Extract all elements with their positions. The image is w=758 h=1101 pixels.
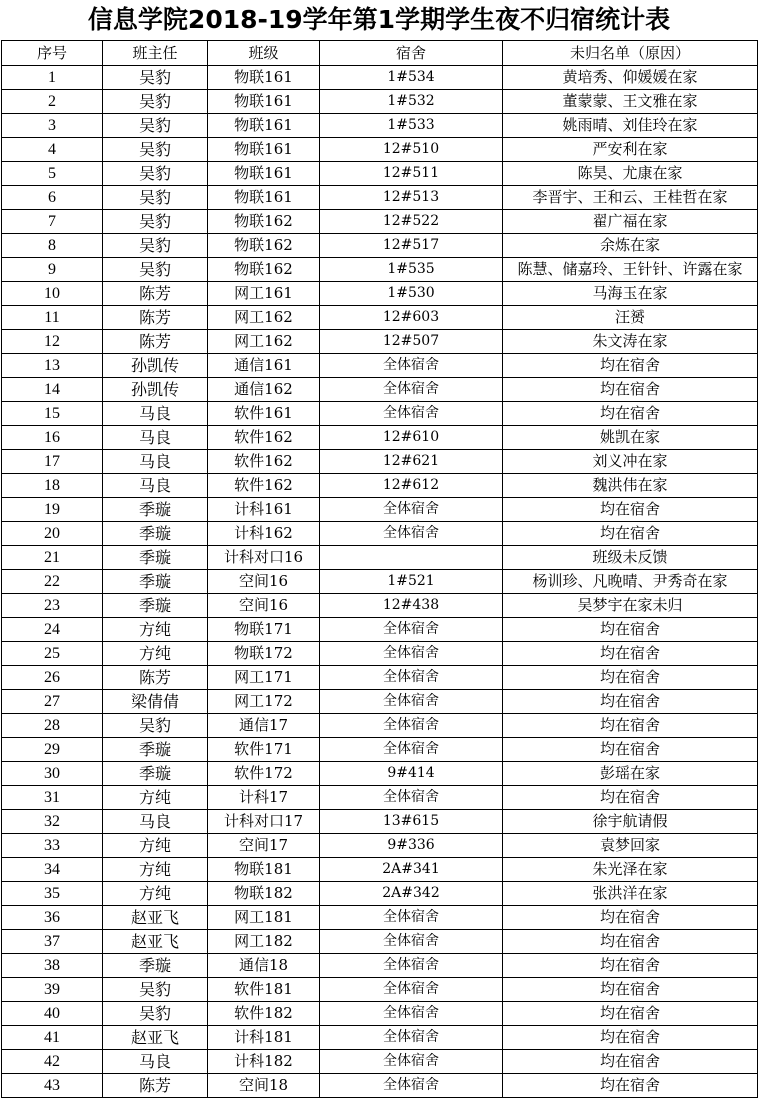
cell-absent-list: 余炼在家 [503,234,758,258]
cell-class: 软件162 [208,426,320,450]
cell-dorm [320,546,503,570]
cell-teacher: 季璇 [103,594,208,618]
cell-index: 15 [2,402,103,426]
cell-absent-list: 朱文涛在家 [503,330,758,354]
table-row [2,714,758,738]
cell-index: 36 [2,906,103,930]
cell-dorm: 12#603 [320,306,503,330]
cell-absent-list: 均在宿舍 [503,1050,758,1074]
cell-class: 计科182 [208,1050,320,1074]
cell-class: 网工162 [208,306,320,330]
table-row [2,906,758,930]
cell-teacher: 马良 [103,1050,208,1074]
cell-teacher: 季璇 [103,570,208,594]
cell-teacher: 陈芳 [103,1074,208,1098]
cell-absent-list: 陈昊、尤康在家 [503,162,758,186]
header-cell-teacher: 班主任 [103,41,208,66]
cell-absent-list: 班级未反馈 [503,546,758,570]
cell-index: 42 [2,1050,103,1074]
cell-class: 软件161 [208,402,320,426]
cell-teacher: 马良 [103,450,208,474]
table-row [2,810,758,834]
cell-absent-list: 吴梦宇在家未归 [503,594,758,618]
cell-dorm: 全体宿舍 [320,378,503,402]
sheet-title: 信息学院2018-19学年第1学期学生夜不归宿统计表 [87,5,671,34]
cell-teacher: 赵亚飞 [103,906,208,930]
cell-teacher: 季璇 [103,546,208,570]
cell-class: 计科对口17 [208,810,320,834]
table-row [2,594,758,618]
cell-index: 39 [2,978,103,1002]
table-row [2,402,758,426]
table-row [2,1074,758,1098]
cell-class: 通信161 [208,354,320,378]
cell-index: 2 [2,90,103,114]
cell-absent-list: 均在宿舍 [503,714,758,738]
cell-absent-list: 均在宿舍 [503,402,758,426]
cell-teacher: 吴豹 [103,1002,208,1026]
table-row [2,210,758,234]
table-row [2,66,758,90]
cell-index: 26 [2,666,103,690]
table-row [2,138,758,162]
cell-absent-list: 刘义冲在家 [503,450,758,474]
table-row [2,978,758,1002]
cell-class: 软件162 [208,474,320,498]
cell-index: 29 [2,738,103,762]
header-cell-absent-list: 未归名单（原因） [503,41,758,66]
cell-index: 8 [2,234,103,258]
cell-absent-list: 彭瑶在家 [503,762,758,786]
table-row [2,378,758,402]
table-row [2,546,758,570]
cell-teacher: 吴豹 [103,978,208,1002]
cell-index: 33 [2,834,103,858]
table-row [2,1002,758,1026]
cell-class: 物联162 [208,210,320,234]
cell-absent-list: 均在宿舍 [503,786,758,810]
cell-teacher: 方纯 [103,618,208,642]
cell-class: 软件181 [208,978,320,1002]
table-row [2,762,758,786]
cell-teacher: 陈芳 [103,282,208,306]
cell-dorm: 2A#342 [320,882,503,906]
table-row [2,666,758,690]
cell-teacher: 吴豹 [103,114,208,138]
cell-index: 4 [2,138,103,162]
cell-teacher: 吴豹 [103,714,208,738]
cell-index: 40 [2,1002,103,1026]
cell-teacher: 方纯 [103,642,208,666]
cell-index: 5 [2,162,103,186]
cell-dorm: 12#511 [320,162,503,186]
cell-teacher: 季璇 [103,762,208,786]
table-row [2,186,758,210]
table-row [2,786,758,810]
cell-index: 30 [2,762,103,786]
cell-class: 计科162 [208,522,320,546]
cell-index: 34 [2,858,103,882]
table-row [2,426,758,450]
header-cell-index: 序号 [2,41,103,66]
cell-index: 7 [2,210,103,234]
cell-teacher: 赵亚飞 [103,930,208,954]
table-header-row [2,41,758,66]
cell-class: 计科17 [208,786,320,810]
table-row [2,1026,758,1050]
cell-teacher: 方纯 [103,858,208,882]
cell-absent-list: 翟广福在家 [503,210,758,234]
table-row [2,354,758,378]
cell-teacher: 吴豹 [103,66,208,90]
cell-teacher: 季璇 [103,498,208,522]
cell-dorm: 9#336 [320,834,503,858]
table-row [2,450,758,474]
cell-absent-list: 均在宿舍 [503,906,758,930]
table-row [2,522,758,546]
cell-teacher: 陈芳 [103,330,208,354]
cell-absent-list: 均在宿舍 [503,930,758,954]
cell-teacher: 季璇 [103,522,208,546]
cell-absent-list: 汪赟 [503,306,758,330]
cell-dorm: 全体宿舍 [320,1074,503,1098]
cell-class: 软件171 [208,738,320,762]
cell-absent-list: 魏洪伟在家 [503,474,758,498]
cell-dorm: 全体宿舍 [320,786,503,810]
cell-teacher: 孙凯传 [103,378,208,402]
cell-class: 通信17 [208,714,320,738]
cell-class: 网工172 [208,690,320,714]
cell-index: 38 [2,954,103,978]
cell-index: 6 [2,186,103,210]
cell-dorm: 全体宿舍 [320,522,503,546]
cell-dorm: 1#521 [320,570,503,594]
cell-class: 物联172 [208,642,320,666]
cell-teacher: 陈芳 [103,666,208,690]
cell-teacher: 赵亚飞 [103,1026,208,1050]
records-table-body [2,41,758,1098]
cell-index: 43 [2,1074,103,1098]
cell-class: 空间18 [208,1074,320,1098]
cell-class: 计科对口16 [208,546,320,570]
cell-index: 23 [2,594,103,618]
cell-class: 物联181 [208,858,320,882]
cell-absent-list: 姚雨晴、刘佳玲在家 [503,114,758,138]
cell-absent-list: 均在宿舍 [503,618,758,642]
cell-absent-list: 徐宇航请假 [503,810,758,834]
cell-index: 3 [2,114,103,138]
table-row [2,930,758,954]
cell-dorm: 2A#341 [320,858,503,882]
cell-teacher: 方纯 [103,834,208,858]
cell-class: 物联161 [208,186,320,210]
cell-absent-list: 张洪洋在家 [503,882,758,906]
table-row [2,954,758,978]
cell-absent-list: 均在宿舍 [503,354,758,378]
table-row [2,234,758,258]
cell-teacher: 马良 [103,810,208,834]
cell-index: 24 [2,618,103,642]
cell-index: 28 [2,714,103,738]
cell-index: 13 [2,354,103,378]
cell-teacher: 马良 [103,426,208,450]
cell-absent-list: 严安利在家 [503,138,758,162]
records-table [1,40,758,1098]
cell-absent-list: 均在宿舍 [503,738,758,762]
cell-index: 22 [2,570,103,594]
cell-teacher: 吴豹 [103,186,208,210]
cell-dorm: 全体宿舍 [320,354,503,378]
cell-class: 软件172 [208,762,320,786]
cell-absent-list: 均在宿舍 [503,522,758,546]
cell-dorm: 全体宿舍 [320,498,503,522]
cell-dorm: 全体宿舍 [320,618,503,642]
cell-teacher: 方纯 [103,882,208,906]
cell-teacher: 季璇 [103,738,208,762]
cell-dorm: 12#507 [320,330,503,354]
cell-teacher: 孙凯传 [103,354,208,378]
cell-dorm: 12#517 [320,234,503,258]
cell-index: 27 [2,690,103,714]
header-cell-dorm: 宿舍 [320,41,503,66]
cell-index: 9 [2,258,103,282]
cell-teacher: 吴豹 [103,138,208,162]
cell-dorm: 全体宿舍 [320,1026,503,1050]
cell-class: 物联161 [208,114,320,138]
cell-class: 物联162 [208,258,320,282]
cell-class: 通信162 [208,378,320,402]
cell-class: 物联162 [208,234,320,258]
cell-class: 物联161 [208,162,320,186]
cell-teacher: 吴豹 [103,258,208,282]
cell-absent-list: 均在宿舍 [503,1026,758,1050]
cell-dorm: 12#510 [320,138,503,162]
cell-teacher: 吴豹 [103,90,208,114]
cell-index: 37 [2,930,103,954]
cell-class: 网工182 [208,930,320,954]
cell-index: 16 [2,426,103,450]
cell-dorm: 全体宿舍 [320,1002,503,1026]
cell-dorm: 9#414 [320,762,503,786]
table-row [2,474,758,498]
cell-dorm: 1#534 [320,66,503,90]
cell-dorm: 12#522 [320,210,503,234]
cell-dorm: 全体宿舍 [320,738,503,762]
cell-class: 空间16 [208,594,320,618]
cell-absent-list: 朱光泽在家 [503,858,758,882]
cell-index: 41 [2,1026,103,1050]
cell-absent-list: 均在宿舍 [503,1002,758,1026]
cell-dorm: 13#615 [320,810,503,834]
cell-teacher: 马良 [103,474,208,498]
header-cell-class: 班级 [208,41,320,66]
cell-dorm: 全体宿舍 [320,1050,503,1074]
cell-teacher: 方纯 [103,786,208,810]
cell-absent-list: 杨训珍、凡晚晴、尹秀奇在家 [503,570,758,594]
cell-teacher: 马良 [103,402,208,426]
cell-index: 14 [2,378,103,402]
cell-class: 网工161 [208,282,320,306]
table-row [2,618,758,642]
cell-dorm: 全体宿舍 [320,402,503,426]
cell-class: 网工171 [208,666,320,690]
cell-teacher: 梁倩倩 [103,690,208,714]
cell-index: 11 [2,306,103,330]
cell-dorm: 全体宿舍 [320,714,503,738]
cell-dorm: 全体宿舍 [320,690,503,714]
table-row [2,834,758,858]
cell-dorm: 1#533 [320,114,503,138]
table-row [2,306,758,330]
cell-class: 计科161 [208,498,320,522]
cell-absent-list: 均在宿舍 [503,954,758,978]
cell-absent-list: 均在宿舍 [503,1074,758,1098]
cell-index: 10 [2,282,103,306]
cell-absent-list: 陈慧、储嘉玲、王针针、许露在家 [503,258,758,282]
table-row [2,90,758,114]
table-row [2,570,758,594]
cell-class: 计科181 [208,1026,320,1050]
table-row [2,330,758,354]
cell-class: 物联161 [208,138,320,162]
cell-dorm: 全体宿舍 [320,930,503,954]
cell-teacher: 吴豹 [103,234,208,258]
cell-dorm: 1#532 [320,90,503,114]
table-row [2,858,758,882]
cell-index: 25 [2,642,103,666]
cell-class: 软件162 [208,450,320,474]
table-row [2,690,758,714]
cell-class: 网工181 [208,906,320,930]
cell-index: 19 [2,498,103,522]
cell-dorm: 全体宿舍 [320,666,503,690]
cell-class: 软件182 [208,1002,320,1026]
cell-class: 通信18 [208,954,320,978]
table-row [2,498,758,522]
cell-index: 1 [2,66,103,90]
table-row [2,162,758,186]
cell-dorm: 1#530 [320,282,503,306]
cell-absent-list: 均在宿舍 [503,642,758,666]
cell-index: 32 [2,810,103,834]
cell-index: 21 [2,546,103,570]
cell-absent-list: 均在宿舍 [503,978,758,1002]
cell-absent-list: 马海玉在家 [503,282,758,306]
table-row [2,282,758,306]
table-row [2,258,758,282]
cell-absent-list: 李晋宇、王和云、王桂哲在家 [503,186,758,210]
cell-dorm: 1#535 [320,258,503,282]
cell-class: 物联182 [208,882,320,906]
table-row [2,114,758,138]
cell-index: 12 [2,330,103,354]
cell-dorm: 12#610 [320,426,503,450]
cell-absent-list: 均在宿舍 [503,378,758,402]
cell-absent-list: 姚凯在家 [503,426,758,450]
cell-dorm: 全体宿舍 [320,954,503,978]
cell-class: 空间17 [208,834,320,858]
cell-index: 18 [2,474,103,498]
cell-dorm: 全体宿舍 [320,978,503,1002]
cell-absent-list: 黄培秀、仰媛媛在家 [503,66,758,90]
cell-teacher: 陈芳 [103,306,208,330]
cell-dorm: 12#513 [320,186,503,210]
table-row [2,642,758,666]
cell-index: 17 [2,450,103,474]
table-row [2,1050,758,1074]
table-row [2,738,758,762]
cell-dorm: 12#621 [320,450,503,474]
cell-absent-list: 袁梦回家 [503,834,758,858]
cell-class: 网工162 [208,330,320,354]
cell-class: 空间16 [208,570,320,594]
cell-teacher: 吴豹 [103,162,208,186]
cell-absent-list: 均在宿舍 [503,498,758,522]
cell-index: 35 [2,882,103,906]
cell-dorm: 全体宿舍 [320,906,503,930]
table-row [2,882,758,906]
cell-dorm: 全体宿舍 [320,642,503,666]
cell-index: 20 [2,522,103,546]
cell-absent-list: 均在宿舍 [503,690,758,714]
cell-absent-list: 董蒙蒙、王文雅在家 [503,90,758,114]
cell-absent-list: 均在宿舍 [503,666,758,690]
cell-teacher: 吴豹 [103,210,208,234]
cell-dorm: 12#438 [320,594,503,618]
cell-teacher: 季璇 [103,954,208,978]
cell-class: 物联171 [208,618,320,642]
cell-class: 物联161 [208,90,320,114]
cell-class: 物联161 [208,66,320,90]
cell-index: 31 [2,786,103,810]
cell-dorm: 12#612 [320,474,503,498]
